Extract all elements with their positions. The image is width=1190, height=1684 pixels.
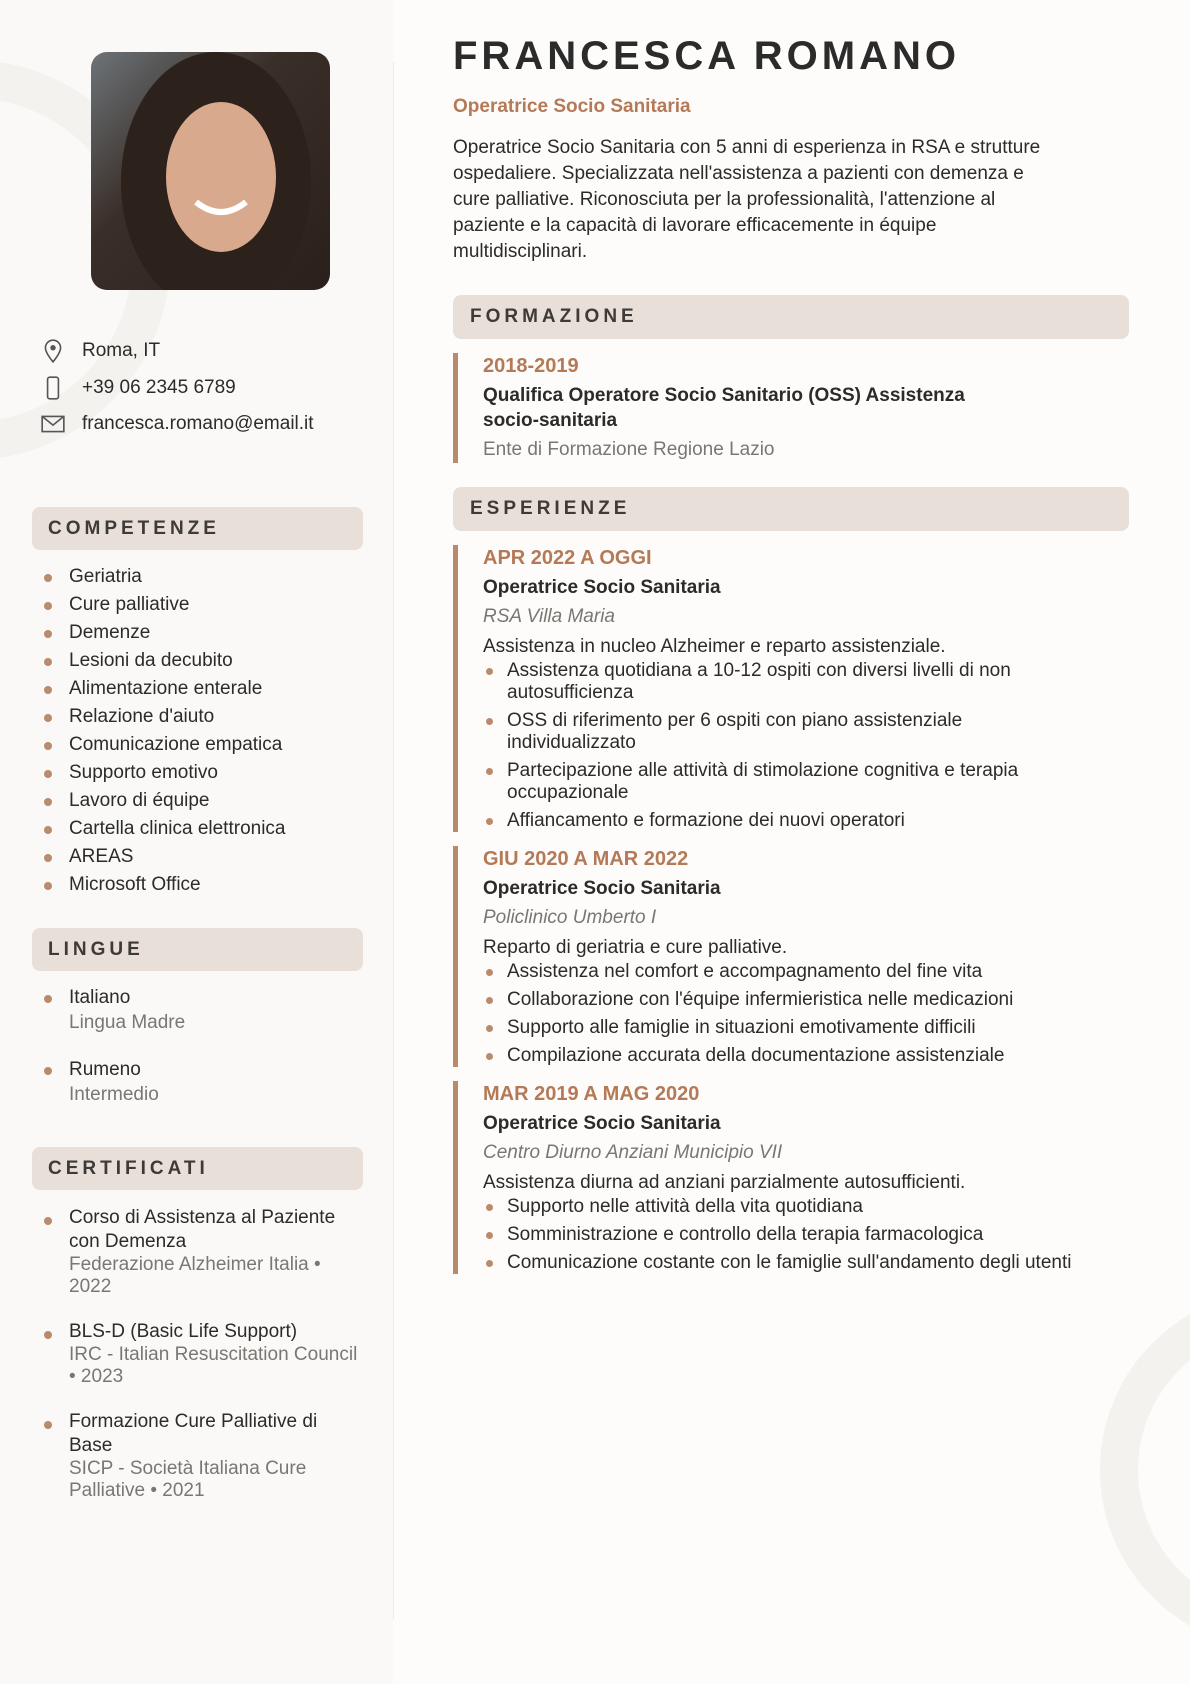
candidate-name: FRANCESCA ROMANO (453, 34, 960, 78)
language-level: Intermedio (69, 1084, 159, 1105)
experience-description: Reparto di geriatria e cure palliative. (483, 937, 788, 958)
experience-bullet: Supporto nelle attività della vita quotidiana (483, 1196, 1093, 1218)
email-icon (40, 411, 66, 437)
certificates-heading: CERTIFICATI (32, 1147, 363, 1190)
experience-bullet: Supporto alle famiglie in situazioni emotivamente difficili (483, 1017, 1093, 1039)
email-text: francesca.romano@email.it (82, 413, 314, 434)
main-column (453, 30, 1129, 1280)
experience-employer: Policlinico Umberto I (483, 907, 657, 928)
experience-description: Assistenza in nucleo Alzheimer e reparto assistenziale. (483, 636, 946, 657)
language-level: Lingua Madre (69, 1012, 186, 1033)
phone-text: +39 06 2345 6789 (82, 377, 236, 398)
profile-summary: Operatrice Socio Sanitaria con 5 anni di esperienza in RSA e strutture ospedaliere. Specializzata nell'assistenza a pazienti con demenza e cure palliative. Riconosciuta per la professionalità, l'attenzione al paziente e la capacità di lavorare efficacemente in équipe multidisciplinari. (453, 137, 1041, 262)
education-institution: Ente di Formazione Regione Lazio (483, 439, 775, 460)
skills-heading: COMPETENZE (32, 507, 363, 550)
experience-bullet: Assistenza quotidiana a 10-12 ospiti con diversi livelli di non autosufficienza (483, 660, 1093, 704)
certificate-item (32, 1206, 363, 1298)
experience-title: Operatrice Socio Sanitaria (483, 577, 721, 598)
certificate-name: Formazione Cure Palliative di Base (69, 1411, 318, 1456)
experience-date: APR 2022 A OGGI (483, 547, 652, 569)
contact-location (40, 338, 160, 364)
skill-item: Alimentazione enterale (32, 675, 363, 703)
skill-item: Cartella clinica elettronica (32, 815, 363, 843)
language-item (32, 984, 363, 1034)
experience-bullets (483, 961, 1093, 1067)
experience-employer: Centro Diurno Anziani Municipio VII (483, 1142, 783, 1163)
experience-bullet: OSS di riferimento per 6 ospiti con piano assistenziale individualizzato (483, 710, 1093, 754)
education-section (453, 295, 1129, 463)
column-divider (393, 62, 394, 1620)
skill-item: Lavoro di équipe (32, 787, 363, 815)
certificate-name: BLS-D (Basic Life Support) (69, 1321, 298, 1342)
skill-item: Demenze (32, 619, 363, 647)
contact-phone (40, 375, 236, 401)
skills-section (32, 507, 363, 899)
languages-section (32, 928, 363, 1128)
experience-bullet: Affiancamento e formazione dei nuovi operatori (483, 810, 1093, 832)
experience-description: Assistenza diurna ad anziani parzialmente autosufficienti. (483, 1172, 966, 1193)
certificate-issuer: SICP - Società Italiana Cure Palliative • 2021 (69, 1458, 307, 1501)
location-text: Roma, IT (82, 340, 161, 361)
skill-item: Cure palliative (32, 591, 363, 619)
experience-bullet: Collaborazione con l'équipe infermieristica nelle medicazioni (483, 989, 1093, 1011)
skill-item: Comunicazione empatica (32, 731, 363, 759)
certificate-item (32, 1410, 363, 1502)
education-title: Qualifica Operatore Socio Sanitario (OSS) Assistenza socio-sanitaria (483, 385, 965, 431)
candidate-role: Operatrice Socio Sanitaria (453, 96, 691, 117)
experience-employer: RSA Villa Maria (483, 606, 615, 627)
experience-bullet: Compilazione accurata della documentazione assistenziale (483, 1045, 1093, 1067)
education-heading: FORMAZIONE (453, 295, 1129, 339)
decorative-ring (1100, 1290, 1190, 1650)
experience-date: GIU 2020 A MAR 2022 (483, 848, 689, 870)
experience-title: Operatrice Socio Sanitaria (483, 878, 721, 899)
language-name: Italiano (69, 987, 131, 1008)
skill-item: Microsoft Office (32, 871, 363, 899)
experience-bullet: Partecipazione alle attività di stimolazione cognitiva e terapia occupazionale (483, 760, 1093, 804)
experience-bullet: Comunicazione costante con le famiglie sull'andamento degli utenti (483, 1252, 1093, 1274)
certificate-name: Corso di Assistenza al Paziente con Demenza (69, 1207, 336, 1252)
experience-bullet: Assistenza nel comfort e accompagnamento del fine vita (483, 961, 1093, 983)
experience-entry (453, 1081, 1129, 1274)
experience-entry (453, 846, 1129, 1067)
experience-bullets (483, 660, 1093, 832)
certificate-issuer: IRC - Italian Resuscitation Council • 2023 (69, 1344, 358, 1387)
skill-item: AREAS (32, 843, 363, 871)
experience-bullets (483, 1196, 1093, 1274)
certificate-item (32, 1320, 363, 1388)
phone-icon (40, 375, 66, 401)
skill-item: Supporto emotivo (32, 759, 363, 787)
certificate-issuer: Federazione Alzheimer Italia • 2022 (69, 1254, 321, 1297)
skill-item: Relazione d'aiuto (32, 703, 363, 731)
education-date: 2018-2019 (483, 355, 579, 377)
profile-photo (91, 52, 330, 290)
location-pin-icon (40, 338, 66, 364)
language-name: Rumeno (69, 1059, 141, 1080)
language-item (32, 1056, 363, 1106)
contact-email (40, 411, 314, 437)
experience-bullet: Somministrazione e controllo della terapia farmacologica (483, 1224, 1093, 1246)
experience-title: Operatrice Socio Sanitaria (483, 1113, 721, 1134)
skill-item: Geriatria (32, 563, 363, 591)
education-entry (453, 353, 1129, 463)
experience-entry (453, 545, 1129, 832)
experience-date: MAR 2019 A MAG 2020 (483, 1083, 700, 1105)
certificates-section (32, 1147, 363, 1524)
experience-section (453, 487, 1129, 1274)
skill-item: Lesioni da decubito (32, 647, 363, 675)
experience-heading: ESPERIENZE (453, 487, 1129, 531)
languages-heading: LINGUE (32, 928, 363, 971)
